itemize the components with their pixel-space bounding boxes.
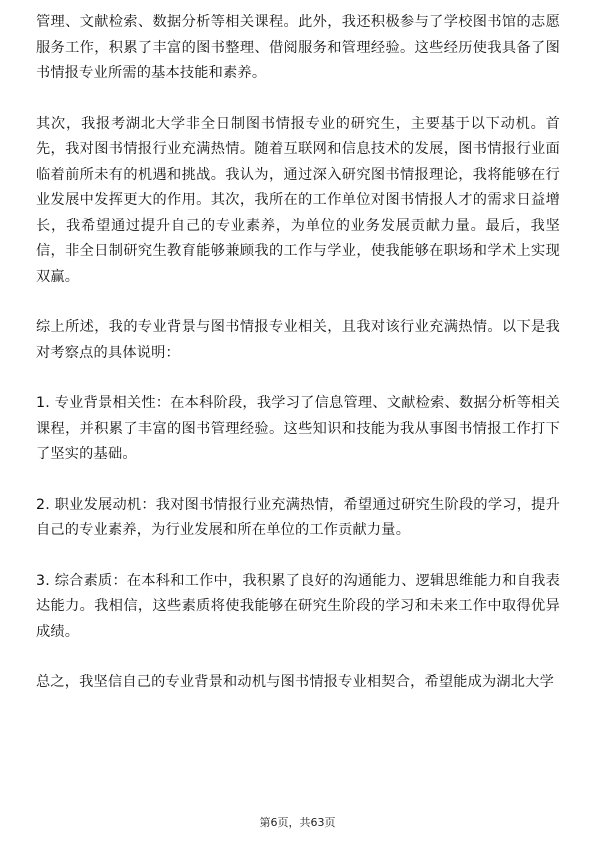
page-number-footer: 第6页，共63页 [259,816,336,829]
paragraph-6: 3. 综合素质：在本科和工作中，我积累了良好的沟通能力、逻辑思维能力和自我表达能力。我相信，这些素质将使我能够在研究生阶段的学习和未来工作中取得优异成绩。 [36,572,560,640]
paragraph-5: 2. 职业发展动机：我对图书情报行业充满热情，希望通过研究生阶段的学习，提升自己的专业素养，为行业发展和所在单位的工作贡献力量。 [36,496,560,538]
paragraph-1: 管理、文献检索、数据分析等相关课程。此外，我还积极参与了学校图书馆的志愿服务工作，积累了丰富的图书整理、借阅服务和管理经验。这些经历使我具备了图书情报专业所需的基本技能和素养。 [36,14,560,81]
page-body [36,10,560,721]
paragraph-7: 总之，我坚信自己的专业背景和动机与图书情报专业相契合，希望能成为湖北大学 [36,674,554,690]
paragraph-2: 其次，我报考湖北大学非全日制图书情报专业的研究生，主要基于以下动机。首先，我对图书情报行业充满热情。随着互联网和信息技术的发展，图书情报行业面临着前所未有的机遇和挑战。我认为，通过深入研究图书情报理论，我将能够在行业发展中发挥更大的作用。其次，我所在的工作单位对图书情报人才的需求日益增长，我希望通过提升自己的专业素养，为单位的业务发展贡献力量。最后，我坚信，非全日制研究生教育能够兼顾我的工作与学业，使我能够在职场和学术上实现双赢。 [36,115,560,285]
paragraph-3: 综上所述，我的专业背景与图书情报专业相关，且我对该行业充满热情。以下是我对考察点的具体说明： [36,319,560,361]
paragraph-4: 1. 专业背景相关性：在本科阶段，我学习了信息管理、文献检索、数据分析等相关课程，并积累了丰富的图书管理经验。这些知识和技能为我从事图书情报工作打下了坚实的基础。 [36,395,560,462]
